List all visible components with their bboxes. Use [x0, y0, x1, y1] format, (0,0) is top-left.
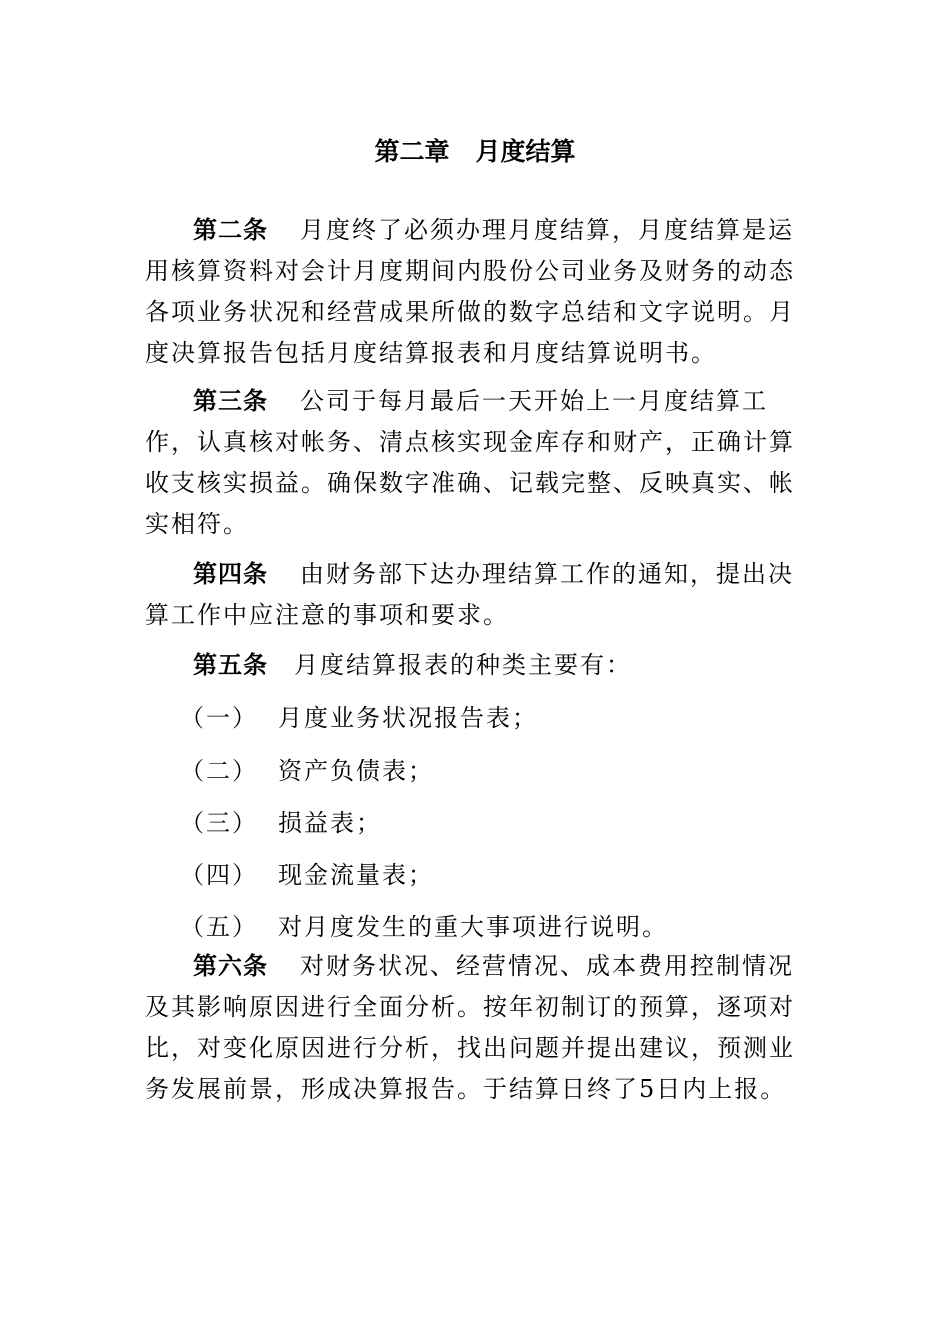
article-3: [145, 381, 810, 545]
list-item: [180, 751, 434, 792]
article-label: 第五条: [193, 651, 268, 679]
list-item-number: （五）: [180, 913, 258, 941]
article-text: 月度终了必须办理月度结算，月度结算是运用核算资料对会计月度期间内股份公司业务及财务的动态各项业务状况和经营成果所做的数字总结和文字说明。月度决算报告包括月度结算报表和月度结算说明书。: [145, 216, 795, 367]
list-item-text: 损益表；: [278, 809, 382, 837]
list-item: [180, 803, 382, 844]
list-item-text: 月度业务状况报告表；: [278, 704, 538, 732]
article-text: 公司于每月最后一天开始上一月度结算工作，认真核对帐务、清点核实现金库存和财产，正确计算收支核实损益。确保数字准确、记载完整、反映真实、帐实相符。: [145, 387, 795, 538]
article-label: 第四条: [193, 560, 268, 588]
list-item-text: 资产负债表；: [278, 757, 434, 785]
list-item-number: （一）: [180, 704, 258, 732]
article-6: [145, 946, 810, 1110]
list-item-number: （四）: [180, 861, 258, 889]
list-item-text: 现金流量表；: [278, 861, 434, 889]
article-5: [145, 645, 810, 686]
list-item: [180, 907, 668, 948]
chapter-heading: [0, 132, 950, 172]
list-item: [180, 855, 434, 896]
list-item: [180, 698, 538, 739]
list-item-number: （三）: [180, 809, 258, 837]
list-item-number: （二）: [180, 757, 258, 785]
article-4: [145, 554, 810, 636]
article-label: 第六条: [193, 952, 268, 980]
article-2: [145, 210, 810, 374]
article-label: 第二条: [193, 216, 268, 244]
article-text: 由财务部下达办理结算工作的通知，提出决算工作中应注意的事项和要求。: [145, 560, 794, 629]
article-text: 对财务状况、经营情况、成本费用控制情况及其影响原因进行全面分析。按年初制订的预算，逐项对比，对变化原因进行分析，找出问题并提出建议，预测业务发展前景，形成决算报告。于结算日终了5日内上报。: [145, 952, 795, 1103]
list-item-text: 对月度发生的重大事项进行说明。: [278, 913, 668, 941]
chapter-number: 第二章: [374, 137, 450, 166]
article-text: 月度结算报表的种类主要有：: [294, 651, 632, 679]
article-label: 第三条: [193, 387, 268, 415]
chapter-title: 月度结算: [475, 137, 576, 166]
